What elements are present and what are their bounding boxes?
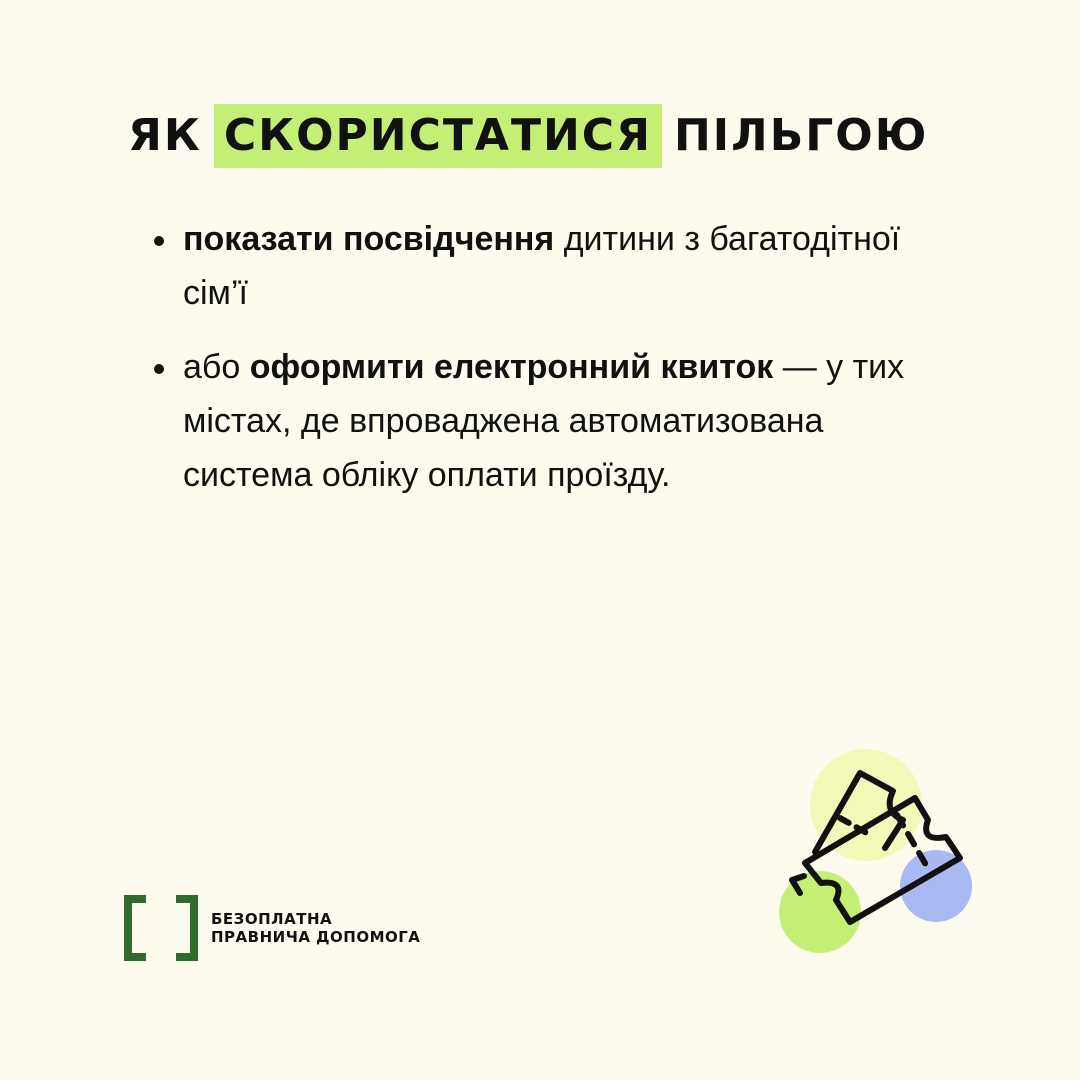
tickets-icon — [770, 740, 990, 970]
bullet-pre: або — [183, 348, 250, 386]
list-item — [150, 340, 960, 502]
list-item — [150, 212, 960, 320]
logo-line-2: ПРАВНИЧА ДОПОМОГА — [211, 928, 421, 946]
bullet-list — [150, 212, 960, 522]
bullet-text: — у тих містах, де впроваджена автоматизована система обліку оплати проїзду. — [183, 348, 905, 494]
title-suffix: ПІЛЬГОЮ — [673, 110, 929, 161]
logo — [124, 895, 420, 961]
title-prefix: ЯК — [128, 110, 202, 161]
logo-line-1: БЕЗОПЛАТНА — [211, 910, 333, 928]
page-title — [128, 104, 928, 168]
bullet-text: дитини з багатодітної сім’ї — [183, 220, 901, 312]
title-highlight: СКОРИСТАТИСЯ — [214, 104, 662, 168]
bullet-bold: показати посвідчення — [183, 220, 555, 258]
left-bracket-icon — [124, 895, 146, 961]
bullet-bold: оформити електронний квиток — [249, 348, 774, 386]
logo-text — [211, 910, 420, 946]
right-bracket-icon — [176, 895, 198, 961]
